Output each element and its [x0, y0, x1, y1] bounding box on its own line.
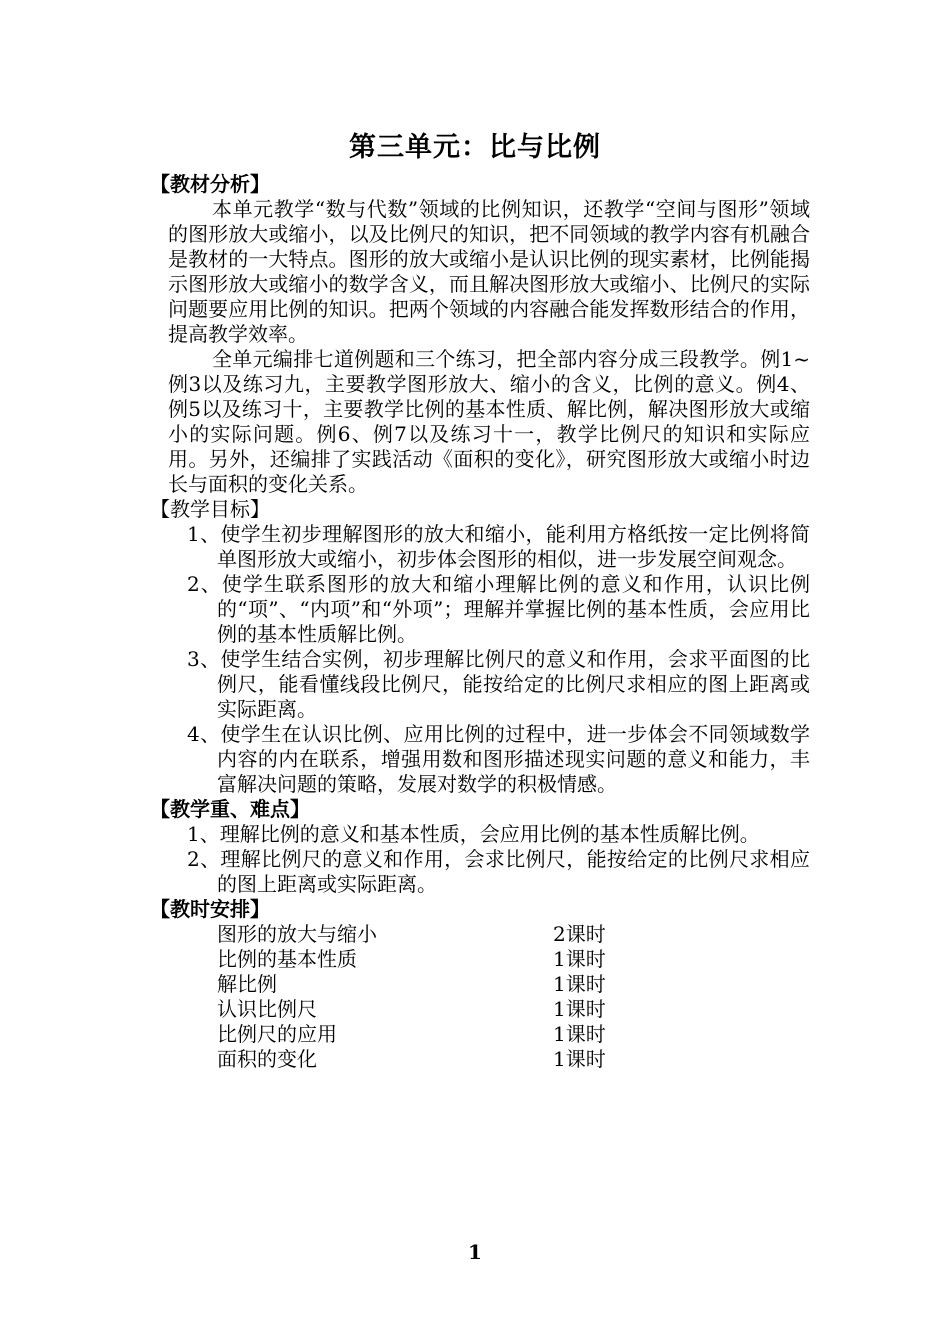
section-heading-keypoints: 【教学重、难点】	[150, 797, 310, 821]
goal-item: 2、使学生联系图形的放大和缩小理解比例的意义和作用，认识比例的“项”、“内项”和“外项”；理解并掌握比例的基本性质，会应用比例的基本性质解比例。	[187, 572, 810, 646]
section-heading-schedule: 【教时安排】	[150, 897, 270, 921]
schedule-row	[150, 972, 810, 997]
schedule-row	[150, 947, 810, 972]
schedule-row	[150, 1047, 810, 1072]
analysis-paragraph-2: 全单元编排七道例题和三个练习，把全部内容分成三段教学。例1~例3以及练习九，主要教学图形放大、缩小的含义，比例的意义。例4、例5以及练习十，主要教学比例的基本性质、解比例，解决图形放大或缩小的实际问题。例6、例7以及练习十一，教学比例尺的知识和实际应用。另外，还编排了实践活动《面积的变化》，研究图形放大或缩小时边长与面积的变化关系。	[168, 347, 810, 496]
schedule-topic: 比例尺的应用	[217, 1022, 337, 1046]
schedule-hours: 2课时	[553, 922, 606, 946]
section-heading-analysis: 【教材分析】	[150, 172, 270, 196]
schedule-row	[150, 997, 810, 1022]
analysis-paragraph-1: 本单元教学“数与代数”领域的比例知识，还教学“空间与图形”领域的图形放大或缩小，以及比例尺的知识，把不同领域的教学内容有机融合是教材的一大特点。图形的放大或缩小是认识比例的现实素材，比例能揭示图形放大或缩小的数学含义，而且解决图形放大或缩小、比例尺的实际问题要应用比例的知识。把两个领域的内容融合能发挥数形结合的作用，提高教学效率。	[168, 197, 810, 346]
document-body	[150, 172, 810, 1072]
schedule-topic: 解比例	[217, 972, 277, 996]
section-heading-goals: 【教学目标】	[150, 497, 270, 521]
schedule-hours: 1课时	[553, 1047, 606, 1071]
schedule-hours: 1课时	[553, 997, 606, 1021]
goal-item: 4、使学生在认识比例、应用比例的过程中，进一步体会不同领域数学内容的内在联系，增强用数和图形描述现实问题的意义和能力，丰富解决问题的策略，发展对数学的积极情感。	[187, 722, 810, 796]
schedule-row	[150, 922, 810, 947]
schedule-topic: 比例的基本性质	[217, 947, 357, 971]
schedule-hours: 1课时	[553, 972, 606, 996]
page-title: 第三单元：比与比例	[349, 132, 601, 163]
goal-item: 3、使学生结合实例，初步理解比例尺的意义和作用，会求平面图的比例尺，能看懂线段比例尺，能按给定的比例尺求相应的图上距离或实际距离。	[187, 647, 810, 721]
schedule-hours: 1课时	[553, 947, 606, 971]
keypoint-item: 1、理解比例的意义和基本性质，会应用比例的基本性质解比例。	[187, 822, 760, 846]
page-number: 1	[468, 1240, 482, 1264]
schedule-hours: 1课时	[553, 1022, 606, 1046]
goal-item: 1、使学生初步理解图形的放大和缩小，能利用方格纸按一定比例将简单图形放大或缩小，初步体会图形的相似，进一步发展空间观念。	[187, 522, 810, 571]
schedule-topic: 图形的放大与缩小	[217, 922, 377, 946]
keypoint-item: 2、理解比例尺的意义和作用，会求比例尺，能按给定的比例尺求相应的图上距离或实际距离。	[187, 847, 810, 896]
schedule-topic: 面积的变化	[217, 1047, 317, 1071]
schedule-topic: 认识比例尺	[217, 997, 317, 1021]
schedule-row	[150, 1022, 810, 1047]
